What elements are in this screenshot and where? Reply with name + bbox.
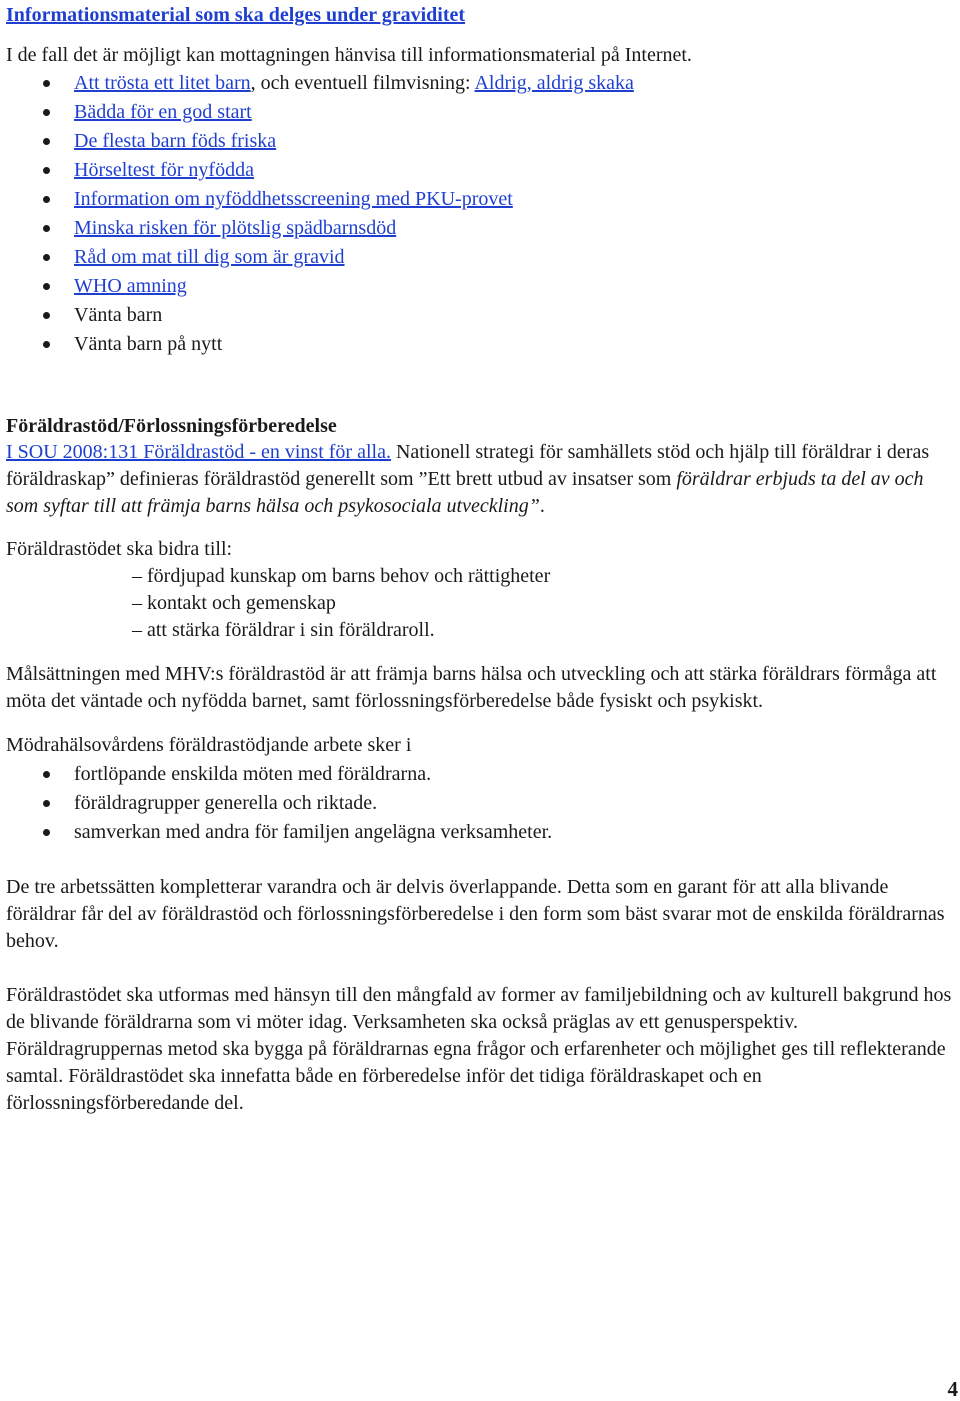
list-item bbox=[6, 818, 954, 847]
list-item-text: fortlöpande enskilda möten med föräldrarna. bbox=[74, 763, 432, 785]
materials-list bbox=[6, 69, 954, 359]
list-item bbox=[6, 243, 954, 272]
list-item: – att stärka föräldrar i sin föräldraroll. bbox=[132, 619, 435, 641]
spacer bbox=[6, 955, 954, 982]
support-intro: Föräldrastödet ska bidra till: bbox=[6, 538, 233, 560]
sou-link[interactable]: I SOU 2008:131 Föräldrastöd - en vinst för alla. bbox=[6, 441, 391, 463]
list-item-text: föräldragrupper generella och riktade. bbox=[74, 792, 378, 814]
list-item: – kontakt och gemenskap bbox=[132, 592, 336, 614]
methods-paragraph: De tre arbetssätten kompletterar varandra och är delvis överlappande. Detta som en garant för att alla blivande föräldrar får del av föräldrastöd och förlossningsförberedelse i den form som bäst svarar mot de enskilda föräldrarnas behov. bbox=[6, 876, 945, 952]
list-item bbox=[6, 185, 954, 214]
support-list bbox=[6, 563, 954, 644]
bullet-icon bbox=[43, 283, 50, 290]
intro-paragraph: I de fall det är möjligt kan mottagningen hänvisa till informationsmaterial på Internet. bbox=[6, 44, 692, 66]
bullet-icon bbox=[43, 109, 50, 116]
spacer bbox=[6, 359, 954, 414]
bullet-icon bbox=[43, 771, 50, 778]
bullet-icon bbox=[43, 312, 50, 319]
material-link[interactable]: WHO amning bbox=[74, 275, 187, 297]
goal-paragraph: Målsättningen med MHV:s föräldrastöd är att främja barns hälsa och utveckling och att stärka föräldrars förmåga att möta det väntade och nyfödda barnet, samt förlossningsförberedelse både fysiskt och psykiskt. bbox=[6, 663, 937, 712]
list-item-text: , och eventuell filmvisning: bbox=[250, 72, 475, 94]
bullet-icon bbox=[43, 196, 50, 203]
bullet-icon bbox=[43, 80, 50, 87]
bullet-icon bbox=[43, 138, 50, 145]
never-shake-link[interactable]: Aldrig, aldrig skaka bbox=[474, 72, 634, 94]
bullet-icon bbox=[43, 225, 50, 232]
work-intro: Mödrahälsovårdens föräldrastödjande arbete sker i bbox=[6, 734, 412, 756]
spacer bbox=[6, 715, 954, 732]
sou-paragraph bbox=[6, 439, 954, 520]
list-item: – fördjupad kunskap om barns behov och rättigheter bbox=[132, 565, 551, 587]
bullet-icon bbox=[43, 829, 50, 836]
list-item bbox=[6, 156, 954, 185]
sou-end: . bbox=[539, 495, 545, 517]
list-item bbox=[6, 127, 954, 156]
list-item bbox=[6, 214, 954, 243]
material-link[interactable]: Råd om mat till dig som är gravid bbox=[74, 246, 345, 268]
sou-italic-quote: föräldrar erbjuds ta del av och som syftar till att främja barns hälsa och psykosociala utveckling” bbox=[6, 468, 924, 517]
material-text: Vänta barn bbox=[74, 304, 163, 326]
bullet-icon bbox=[43, 800, 50, 807]
comfort-baby-link[interactable]: Att trösta ett litet barn bbox=[74, 72, 251, 94]
section-title: Föräldrastöd/Förlossningsförberedelse bbox=[6, 415, 337, 437]
bullet-icon bbox=[43, 254, 50, 261]
design-paragraph: Föräldrastödet ska utformas med hänsyn till den mångfald av former av familjebildning och av kulturell bakgrund hos de blivande föräldrarna som vi möter idag. Verksamheten ska också präglas av ett genusperspektiv. Föräldragruppernas metod ska bygga på föräldrarnas egna frågor och erfarenheter och möjlighet ges till reflekterande samtal. Föräldrastödet ska innefatta både en förberedelse inför det tidiga föräldraskapet och en förlossningsförberedande del. bbox=[6, 984, 952, 1114]
bullet-icon bbox=[43, 167, 50, 174]
list-item bbox=[6, 760, 954, 789]
bullet-icon bbox=[43, 341, 50, 348]
material-link[interactable]: Hörseltest för nyfödda bbox=[74, 159, 254, 181]
page-number: 4 bbox=[947, 1377, 958, 1401]
list-item bbox=[6, 301, 954, 330]
list-item bbox=[6, 330, 954, 359]
material-link[interactable]: Bädda för en god start bbox=[74, 101, 252, 123]
list-item bbox=[6, 98, 954, 127]
material-link[interactable]: Minska risken för plötslig spädbarnsdöd bbox=[74, 217, 397, 239]
material-link[interactable]: De flesta barn föds friska bbox=[74, 130, 277, 152]
list-item bbox=[6, 69, 954, 98]
sou-text: Nationell strategi för samhällets stöd och hjälp till föräldrar i deras föräldraskap” definieras föräldrastöd generellt som ”Ett brett utbud av insatser som bbox=[6, 441, 930, 490]
spacer bbox=[6, 847, 954, 874]
spacer bbox=[6, 644, 954, 661]
list-item bbox=[6, 272, 954, 301]
spacer bbox=[6, 520, 954, 536]
material-heading-link[interactable]: Informationsmaterial som ska delges under graviditet bbox=[6, 4, 466, 26]
list-item-text: samverkan med andra för familjen angelägna verksamheter. bbox=[74, 821, 553, 843]
material-text: Vänta barn på nytt bbox=[74, 333, 223, 355]
material-link[interactable]: Information om nyföddhetsscreening med PKU-provet bbox=[74, 188, 513, 210]
work-list bbox=[6, 760, 954, 847]
list-item bbox=[6, 789, 954, 818]
